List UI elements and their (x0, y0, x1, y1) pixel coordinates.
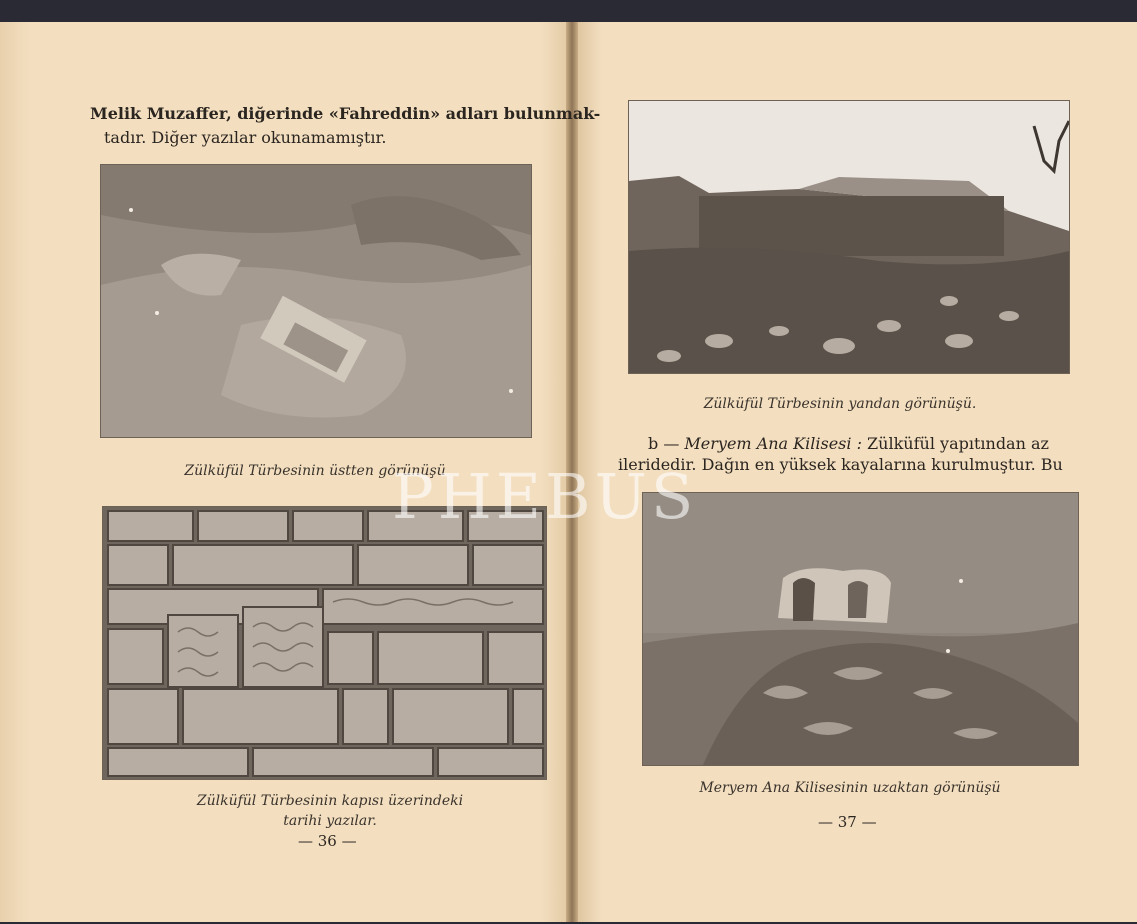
tomb-top-view-photo (100, 164, 532, 438)
right-paragraph-line-1-rest: Zülküfül yapıtından az (861, 434, 1049, 453)
left-paragraph-line-2: tadır. Diğer yazılar okunamamıştır. (104, 128, 387, 147)
right-paragraph-line-2: ileridedir. Dağın en yüksek kayalarına kurulmuştur. Bu (618, 455, 1063, 474)
left-page-number: — 36 — (298, 832, 357, 850)
right-page-number: — 37 — (818, 813, 877, 831)
tomb-door-inscription-photo (102, 506, 547, 780)
left-caption-2-line-2: tarihi yazılar. (283, 813, 377, 829)
right-paragraph-line-1 (648, 434, 1049, 453)
left-paragraph-line-1: Melik Muzaffer, diğerinde «Fahreddin» adları bulunmak- (90, 104, 601, 123)
right-paragraph-prefix: b — (648, 434, 685, 453)
left-caption-2-line-1: Zülküfül Türbesinin kapısı üzerindeki (196, 793, 464, 809)
tomb-side-view-photo (628, 100, 1070, 374)
right-caption-2: Meryem Ana Kilisesinin uzaktan görünüşü (699, 780, 1001, 796)
right-paragraph-heading: Meryem Ana Kilisesi : (684, 434, 862, 453)
phebus-watermark: PHEBUS (392, 460, 698, 533)
left-caption-1: Zülküfül Türbesinin üstten görünüşü (184, 463, 446, 479)
right-caption-1: Zülküfül Türbesinin yandan görünüşü. (703, 396, 977, 412)
church-distant-view-photo (642, 492, 1079, 766)
